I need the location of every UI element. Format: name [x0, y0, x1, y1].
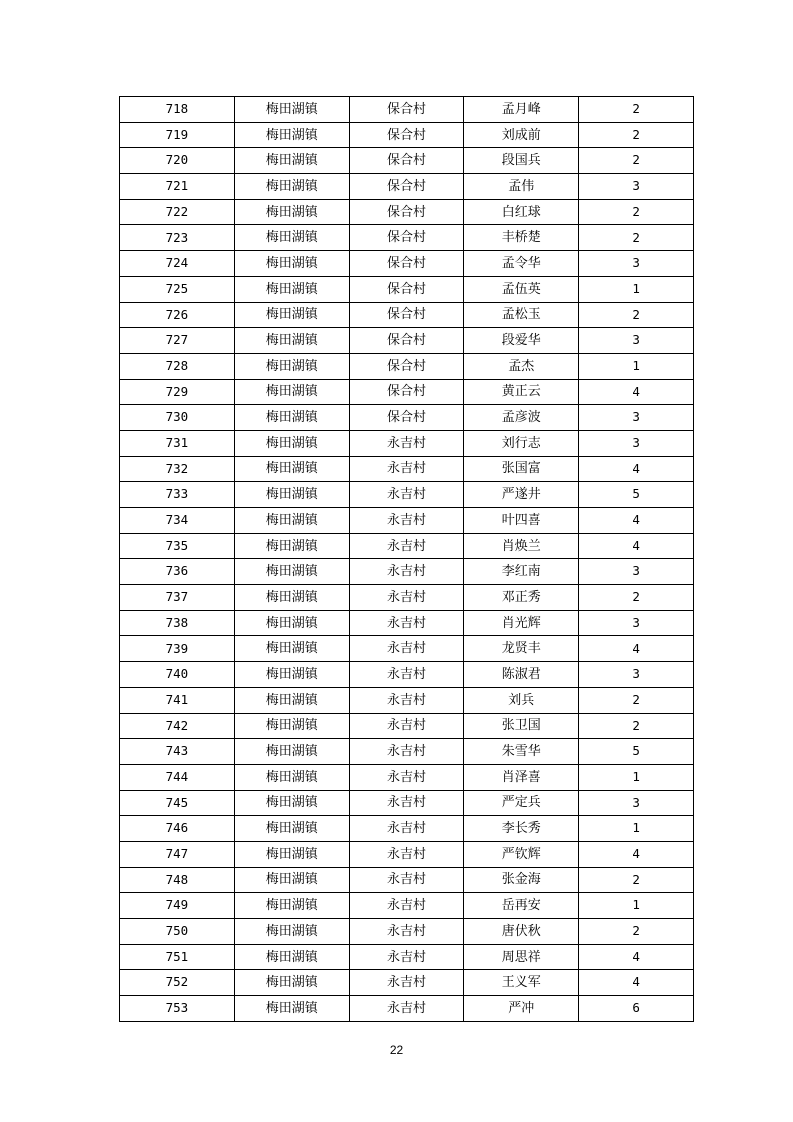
row-index-cell: 752 — [120, 970, 235, 996]
count-cell: 3 — [579, 328, 694, 354]
name-cell: 张卫国 — [464, 713, 579, 739]
table-row — [120, 662, 694, 688]
village-cell: 保合村 — [349, 148, 464, 174]
table-row — [120, 585, 694, 611]
table-row — [120, 148, 694, 174]
village-cell: 永吉村 — [349, 944, 464, 970]
table-row — [120, 430, 694, 456]
count-cell: 3 — [579, 405, 694, 431]
table-row — [120, 533, 694, 559]
row-index-cell: 725 — [120, 276, 235, 302]
table-row — [120, 867, 694, 893]
village-cell: 永吉村 — [349, 893, 464, 919]
count-cell: 2 — [579, 302, 694, 328]
count-cell: 4 — [579, 508, 694, 534]
village-cell: 保合村 — [349, 199, 464, 225]
name-cell: 李长秀 — [464, 816, 579, 842]
count-cell: 3 — [579, 790, 694, 816]
count-cell: 5 — [579, 739, 694, 765]
village-cell: 永吉村 — [349, 790, 464, 816]
town-cell: 梅田湖镇 — [234, 919, 349, 945]
count-cell: 4 — [579, 533, 694, 559]
village-cell: 永吉村 — [349, 867, 464, 893]
village-cell: 保合村 — [349, 302, 464, 328]
town-cell: 梅田湖镇 — [234, 662, 349, 688]
name-cell: 段爱华 — [464, 328, 579, 354]
count-cell: 4 — [579, 841, 694, 867]
town-cell: 梅田湖镇 — [234, 867, 349, 893]
name-cell: 丰桥楚 — [464, 225, 579, 251]
row-index-cell: 746 — [120, 816, 235, 842]
name-cell: 孟令华 — [464, 251, 579, 277]
town-cell: 梅田湖镇 — [234, 379, 349, 405]
name-cell: 黄正云 — [464, 379, 579, 405]
table-row — [120, 970, 694, 996]
village-cell: 永吉村 — [349, 585, 464, 611]
table-row — [120, 739, 694, 765]
row-index-cell: 747 — [120, 841, 235, 867]
village-cell: 保合村 — [349, 122, 464, 148]
town-cell: 梅田湖镇 — [234, 893, 349, 919]
count-cell: 1 — [579, 276, 694, 302]
table-row — [120, 919, 694, 945]
village-cell: 永吉村 — [349, 970, 464, 996]
town-cell: 梅田湖镇 — [234, 790, 349, 816]
name-cell: 朱雪华 — [464, 739, 579, 765]
row-index-cell: 745 — [120, 790, 235, 816]
name-cell: 孟伍英 — [464, 276, 579, 302]
count-cell: 2 — [579, 585, 694, 611]
town-cell: 梅田湖镇 — [234, 533, 349, 559]
row-index-cell: 738 — [120, 610, 235, 636]
town-cell: 梅田湖镇 — [234, 456, 349, 482]
table-row — [120, 816, 694, 842]
count-cell: 2 — [579, 122, 694, 148]
row-index-cell: 743 — [120, 739, 235, 765]
village-cell: 保合村 — [349, 225, 464, 251]
count-cell: 2 — [579, 687, 694, 713]
table-row — [120, 508, 694, 534]
count-cell: 4 — [579, 970, 694, 996]
name-cell: 张国富 — [464, 456, 579, 482]
name-cell: 刘行志 — [464, 430, 579, 456]
count-cell: 2 — [579, 199, 694, 225]
row-index-cell: 728 — [120, 353, 235, 379]
name-cell: 孟松玉 — [464, 302, 579, 328]
count-cell: 1 — [579, 353, 694, 379]
name-cell: 周思祥 — [464, 944, 579, 970]
town-cell: 梅田湖镇 — [234, 405, 349, 431]
town-cell: 梅田湖镇 — [234, 996, 349, 1022]
page-number: 22 — [389, 1043, 404, 1057]
row-index-cell: 726 — [120, 302, 235, 328]
table-row — [120, 790, 694, 816]
name-cell: 肖泽喜 — [464, 764, 579, 790]
name-cell: 孟彦波 — [464, 405, 579, 431]
town-cell: 梅田湖镇 — [234, 559, 349, 585]
village-cell: 永吉村 — [349, 533, 464, 559]
town-cell: 梅田湖镇 — [234, 430, 349, 456]
name-cell: 严冲 — [464, 996, 579, 1022]
name-cell: 段国兵 — [464, 148, 579, 174]
town-cell: 梅田湖镇 — [234, 97, 349, 123]
row-index-cell: 736 — [120, 559, 235, 585]
village-cell: 永吉村 — [349, 739, 464, 765]
count-cell: 3 — [579, 662, 694, 688]
count-cell: 4 — [579, 379, 694, 405]
town-cell: 梅田湖镇 — [234, 739, 349, 765]
count-cell: 1 — [579, 764, 694, 790]
table-row — [120, 713, 694, 739]
table-row — [120, 559, 694, 585]
name-cell: 肖光辉 — [464, 610, 579, 636]
row-index-cell: 720 — [120, 148, 235, 174]
name-cell: 龙贤丰 — [464, 636, 579, 662]
name-cell: 孟伟 — [464, 174, 579, 200]
count-cell: 2 — [579, 148, 694, 174]
table-row — [120, 174, 694, 200]
row-index-cell: 739 — [120, 636, 235, 662]
count-cell: 3 — [579, 251, 694, 277]
table-row — [120, 379, 694, 405]
table-row — [120, 328, 694, 354]
village-cell: 永吉村 — [349, 610, 464, 636]
data-table — [119, 96, 694, 1022]
name-cell: 陈淑君 — [464, 662, 579, 688]
village-cell: 永吉村 — [349, 841, 464, 867]
name-cell: 邓正秀 — [464, 585, 579, 611]
town-cell: 梅田湖镇 — [234, 225, 349, 251]
town-cell: 梅田湖镇 — [234, 508, 349, 534]
count-cell: 2 — [579, 225, 694, 251]
town-cell: 梅田湖镇 — [234, 199, 349, 225]
name-cell: 刘兵 — [464, 687, 579, 713]
village-cell: 永吉村 — [349, 816, 464, 842]
town-cell: 梅田湖镇 — [234, 482, 349, 508]
row-index-cell: 744 — [120, 764, 235, 790]
village-cell: 永吉村 — [349, 456, 464, 482]
table-row — [120, 122, 694, 148]
village-cell: 永吉村 — [349, 559, 464, 585]
name-cell: 严钦辉 — [464, 841, 579, 867]
village-cell: 保合村 — [349, 276, 464, 302]
village-cell: 永吉村 — [349, 996, 464, 1022]
town-cell: 梅田湖镇 — [234, 764, 349, 790]
row-index-cell: 733 — [120, 482, 235, 508]
village-cell: 保合村 — [349, 379, 464, 405]
town-cell: 梅田湖镇 — [234, 276, 349, 302]
count-cell: 6 — [579, 996, 694, 1022]
row-index-cell: 740 — [120, 662, 235, 688]
table-row — [120, 482, 694, 508]
name-cell: 叶四喜 — [464, 508, 579, 534]
table-row — [120, 353, 694, 379]
row-index-cell: 737 — [120, 585, 235, 611]
row-index-cell: 722 — [120, 199, 235, 225]
town-cell: 梅田湖镇 — [234, 816, 349, 842]
village-cell: 保合村 — [349, 174, 464, 200]
row-index-cell: 741 — [120, 687, 235, 713]
count-cell: 3 — [579, 559, 694, 585]
row-index-cell: 718 — [120, 97, 235, 123]
village-cell: 永吉村 — [349, 764, 464, 790]
name-cell: 张金海 — [464, 867, 579, 893]
table-body — [120, 97, 694, 1022]
row-index-cell: 719 — [120, 122, 235, 148]
village-cell: 永吉村 — [349, 636, 464, 662]
town-cell: 梅田湖镇 — [234, 353, 349, 379]
town-cell: 梅田湖镇 — [234, 713, 349, 739]
count-cell: 2 — [579, 713, 694, 739]
name-cell: 唐伏秋 — [464, 919, 579, 945]
row-index-cell: 748 — [120, 867, 235, 893]
name-cell: 严定兵 — [464, 790, 579, 816]
village-cell: 永吉村 — [349, 662, 464, 688]
row-index-cell: 753 — [120, 996, 235, 1022]
row-index-cell: 751 — [120, 944, 235, 970]
count-cell: 2 — [579, 97, 694, 123]
count-cell: 3 — [579, 174, 694, 200]
count-cell: 2 — [579, 867, 694, 893]
village-cell: 永吉村 — [349, 919, 464, 945]
table-row — [120, 97, 694, 123]
count-cell: 5 — [579, 482, 694, 508]
village-cell: 永吉村 — [349, 713, 464, 739]
row-index-cell: 721 — [120, 174, 235, 200]
town-cell: 梅田湖镇 — [234, 636, 349, 662]
table-row — [120, 996, 694, 1022]
name-cell: 王义军 — [464, 970, 579, 996]
name-cell: 孟月峰 — [464, 97, 579, 123]
count-cell: 4 — [579, 456, 694, 482]
table-row — [120, 225, 694, 251]
count-cell: 1 — [579, 816, 694, 842]
count-cell: 1 — [579, 893, 694, 919]
table-row — [120, 199, 694, 225]
name-cell: 孟杰 — [464, 353, 579, 379]
table-row — [120, 893, 694, 919]
row-index-cell: 742 — [120, 713, 235, 739]
town-cell: 梅田湖镇 — [234, 610, 349, 636]
table-row — [120, 405, 694, 431]
row-index-cell: 724 — [120, 251, 235, 277]
table-row — [120, 687, 694, 713]
row-index-cell: 750 — [120, 919, 235, 945]
town-cell: 梅田湖镇 — [234, 585, 349, 611]
count-cell: 4 — [579, 944, 694, 970]
table-row — [120, 636, 694, 662]
village-cell: 保合村 — [349, 251, 464, 277]
name-cell: 刘成前 — [464, 122, 579, 148]
row-index-cell: 734 — [120, 508, 235, 534]
row-index-cell: 731 — [120, 430, 235, 456]
table-row — [120, 944, 694, 970]
row-index-cell: 729 — [120, 379, 235, 405]
row-index-cell: 723 — [120, 225, 235, 251]
village-cell: 保合村 — [349, 405, 464, 431]
table-row — [120, 251, 694, 277]
name-cell: 肖焕兰 — [464, 533, 579, 559]
town-cell: 梅田湖镇 — [234, 302, 349, 328]
table-row — [120, 764, 694, 790]
table-row — [120, 302, 694, 328]
town-cell: 梅田湖镇 — [234, 148, 349, 174]
town-cell: 梅田湖镇 — [234, 970, 349, 996]
row-index-cell: 749 — [120, 893, 235, 919]
row-index-cell: 735 — [120, 533, 235, 559]
town-cell: 梅田湖镇 — [234, 251, 349, 277]
name-cell: 李红南 — [464, 559, 579, 585]
table-row — [120, 456, 694, 482]
village-cell: 永吉村 — [349, 687, 464, 713]
town-cell: 梅田湖镇 — [234, 944, 349, 970]
village-cell: 保合村 — [349, 97, 464, 123]
table-row — [120, 276, 694, 302]
town-cell: 梅田湖镇 — [234, 687, 349, 713]
row-index-cell: 732 — [120, 456, 235, 482]
village-cell: 保合村 — [349, 353, 464, 379]
count-cell: 3 — [579, 430, 694, 456]
row-index-cell: 730 — [120, 405, 235, 431]
name-cell: 白红球 — [464, 199, 579, 225]
name-cell: 岳再安 — [464, 893, 579, 919]
town-cell: 梅田湖镇 — [234, 841, 349, 867]
village-cell: 永吉村 — [349, 430, 464, 456]
town-cell: 梅田湖镇 — [234, 122, 349, 148]
count-cell: 2 — [579, 919, 694, 945]
town-cell: 梅田湖镇 — [234, 328, 349, 354]
village-cell: 保合村 — [349, 328, 464, 354]
count-cell: 4 — [579, 636, 694, 662]
name-cell: 严遂井 — [464, 482, 579, 508]
village-cell: 永吉村 — [349, 482, 464, 508]
table-row — [120, 610, 694, 636]
row-index-cell: 727 — [120, 328, 235, 354]
count-cell: 3 — [579, 610, 694, 636]
town-cell: 梅田湖镇 — [234, 174, 349, 200]
village-cell: 永吉村 — [349, 508, 464, 534]
table-row — [120, 841, 694, 867]
